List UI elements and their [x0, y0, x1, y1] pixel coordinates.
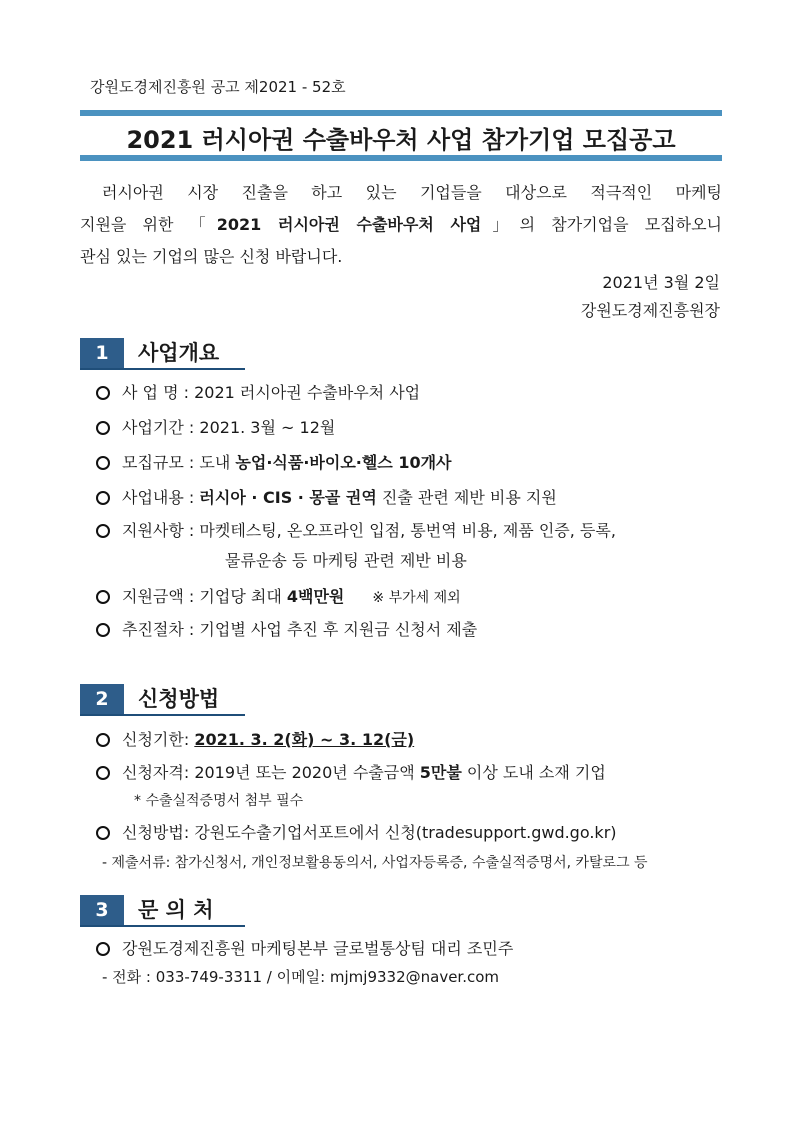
intro-project-name: 2021 러시아권 수출바우처 사업	[216, 215, 482, 234]
section-2-title: 신청방법	[138, 687, 220, 711]
intro-line-3: 관심 있는 기업의 많은 신청 바랍니다.	[80, 247, 343, 266]
contact-phone-email: - 전화 : 033-749-3311 / 이메일: mjmj9332@naver.com	[102, 968, 500, 986]
circle-bullet-icon	[96, 826, 110, 840]
circle-bullet-icon	[96, 491, 110, 505]
circle-bullet-icon	[96, 766, 110, 780]
qualification-note: * 수출실적증명서 첨부 필수	[134, 793, 304, 809]
section-3-number: 3	[80, 895, 124, 925]
title-bottom-bar	[80, 155, 722, 161]
circle-bullet-icon	[96, 456, 110, 470]
page-title: 2021 러시아권 수출바우처 사업 참가기업 모집공고	[126, 126, 676, 154]
title-top-bar	[80, 110, 722, 116]
list-item-qualification: 신청자격: 2019년 또는 2020년 수출금액 5만불 이상 도내 소재 기업	[96, 760, 606, 783]
list-item-project-period: 사업기간 : 2021. 3월 ~ 12월	[96, 415, 335, 438]
circle-bullet-icon	[96, 421, 110, 435]
list-item-project-content: 사업내용 : 러시아 · CIS · 몽골 권역 진출 관련 제반 비용 지원	[96, 485, 557, 508]
list-item-recruit-scale: 모집규모 : 도내 농업·식품·바이오·헬스 10개사	[96, 450, 452, 473]
circle-bullet-icon	[96, 386, 110, 400]
notice-date: 2021년 3월 2일	[602, 273, 720, 292]
section-1-title: 사업개요	[138, 341, 220, 365]
required-documents: - 제출서류: 참가신청서, 개인정보활용동의서, 사업자등록증, 수출실적증명서, 카탈로그 등	[102, 855, 648, 871]
circle-bullet-icon	[96, 942, 110, 956]
notice-number: 강원도경제진흥원 공고 제2021 - 52호	[90, 78, 346, 96]
list-item-process: 추진절차 : 기업별 사업 추진 후 지원금 신청서 제출	[96, 617, 477, 640]
section-1-number: 1	[80, 338, 124, 368]
intro-line-1: 러시아권 시장 진출을 하고 있는 기업들을 대상으로 적극적인 마케팅	[102, 183, 722, 202]
section-2-number: 2	[80, 684, 124, 714]
list-item-project-name: 사 업 명 : 2021 러시아권 수출바우처 사업	[96, 380, 420, 403]
circle-bullet-icon	[96, 524, 110, 538]
circle-bullet-icon	[96, 590, 110, 604]
section-2-header	[80, 684, 245, 716]
list-item-support-amount: 지원금액 : 기업당 최대 4백만원 ※ 부가세 제외	[96, 584, 461, 607]
circle-bullet-icon	[96, 733, 110, 747]
list-item-method: 신청방법: 강원도수출기업서포트에서 신청(tradesupport.gwd.go.kr)	[96, 820, 617, 843]
issuer: 강원도경제진흥원장	[580, 301, 720, 320]
circle-bullet-icon	[96, 623, 110, 637]
list-item-deadline: 신청기한: 2021. 3. 2(화) ~ 3. 12(금)	[96, 727, 414, 750]
list-item-support-details: 지원사항 : 마켓테스팅, 온오프라인 입점, 통번역 비용, 제품 인증, 등록,	[96, 518, 616, 541]
list-item-contact: 강원도경제진흥원 마케팅본부 글로벌통상팀 대리 조민주	[96, 936, 513, 959]
intro-line-2: 지원을 위한 「2021 러시아권 수출바우처 사업」의 참가기업을 모집하오니	[80, 215, 722, 234]
section-3-header	[80, 895, 245, 927]
section-3-title: 문 의 처	[138, 898, 214, 922]
list-item-support-details-cont: 물류운송 등 마케팅 관련 제반 비용	[225, 551, 467, 570]
section-1-header	[80, 338, 245, 370]
